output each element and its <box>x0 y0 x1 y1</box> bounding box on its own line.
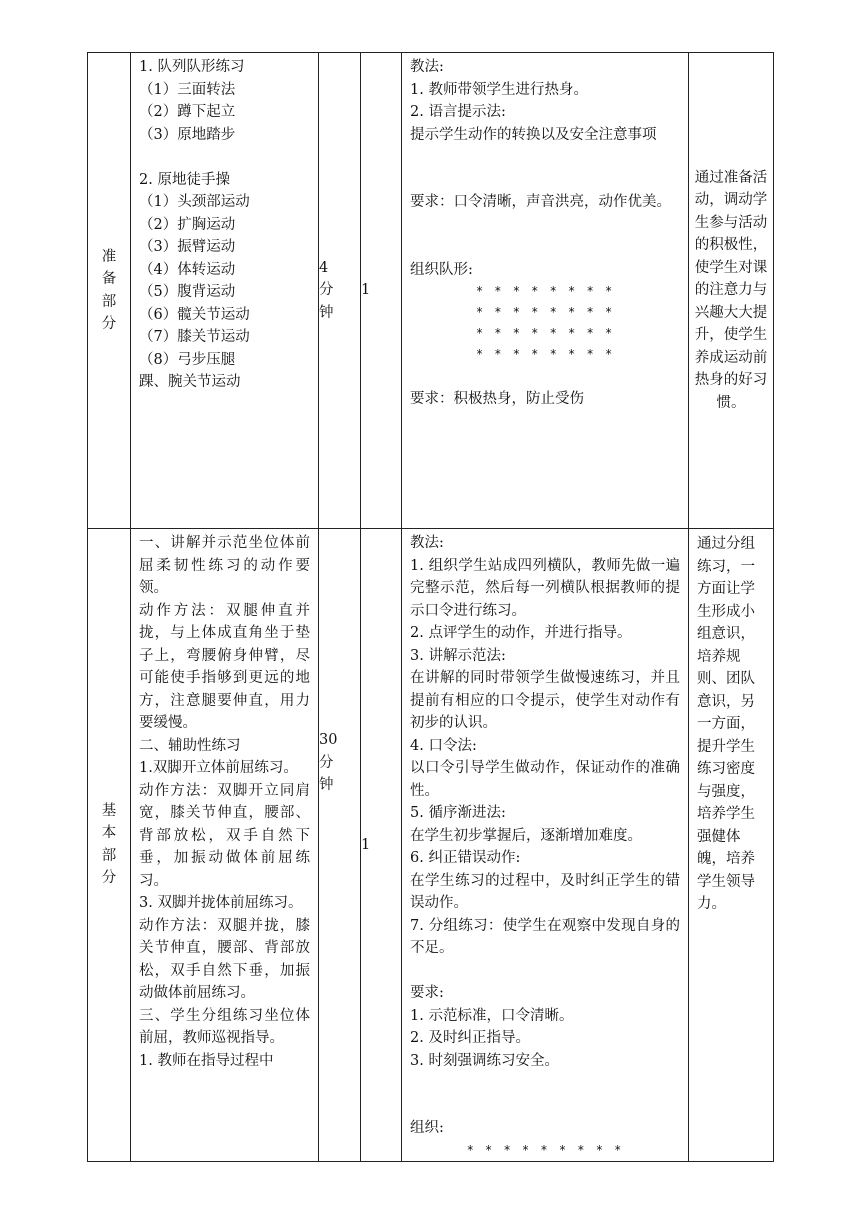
text-line: 在学生练习的过程中，及时纠正学生的错误动作。 <box>410 872 680 911</box>
text-line <box>410 146 680 169</box>
text-line: 要求：积极热身，防止受伤 <box>410 390 584 407</box>
text-line: 教法: <box>410 59 444 75</box>
text-line: 教法: <box>410 535 444 551</box>
text-line: 2. 点评学生的动作，并进行指导。 <box>410 625 632 641</box>
time-cell: 30分钟 <box>319 529 361 1162</box>
text-line: 5. 循序渐进法: <box>410 805 506 821</box>
text-line <box>410 960 680 983</box>
method-cell <box>402 53 689 529</box>
text-line: 2. 及时纠正指导。 <box>410 1030 530 1046</box>
text-line: 组织: <box>410 1120 444 1136</box>
text-line: （1）头颈部运动 <box>139 194 250 210</box>
text-line <box>410 1072 680 1095</box>
text-line: 动作方法：双脚开立同肩宽，膝关节伸直，腰部、背部放松，双手自然下垂，加振动做体前屈练习。 <box>139 782 310 889</box>
section-label: 基本部分 <box>88 529 131 1162</box>
method-cell <box>402 529 689 1162</box>
text-line <box>139 146 310 169</box>
text-line: （7）膝关节运动 <box>139 329 250 345</box>
purpose-cell: 通过分组练习，一方面让学生形成小组意识，培养规则、团队意识，另一方面，提升学生练习密度与强度，培养学生强健体魄，培养学生领导力。 <box>689 529 774 1162</box>
text-line: 动作方法：双腿并拢，膝关节伸直，腰部、背部放松，双手自然下垂，加振动做体前屈练习。 <box>139 917 310 1001</box>
text-line: （2）蹲下起立 <box>139 104 236 120</box>
content-cell <box>131 529 319 1162</box>
text-line <box>410 236 680 259</box>
text-line: 7. 分组练习：使学生在观察中发现自身的不足。 <box>410 917 680 956</box>
text-line: 三、学生分组练习坐位体前屈，教师巡视指导。 <box>139 1007 310 1046</box>
formation-row: * * * * * * * * <box>475 326 615 340</box>
text-line: 要求：口令清晰，声音洪亮，动作优美。 <box>410 194 671 210</box>
text-line: （1）三面转法 <box>139 81 236 98</box>
text-line: 1.双脚开立体前屈练习。 <box>139 760 298 776</box>
text-line: 2. 原地徒手操 <box>139 171 230 188</box>
text-line <box>410 365 680 388</box>
text-line: 3. 讲解示范法: <box>410 647 506 664</box>
text-line: 以口令引导学生做动作，保证动作的准确性。 <box>410 760 680 799</box>
text-line: 6. 纠正错误动作: <box>410 850 521 866</box>
formation-row: * * * * * * * * <box>475 305 615 319</box>
text-line: 动作方法：双腿伸直并拢，与上体成直角坐于垫子上，弯腰俯身伸臂，尽可能使手指够到更远的地方，注意腿要伸直，用力要缓慢。 <box>139 602 310 731</box>
text-line: 3. 时刻强调练习安全。 <box>410 1052 559 1069</box>
text-line: 二、辅助性练习 <box>139 737 241 754</box>
text-line: 提示学生动作的转换以及安全注意事项 <box>410 126 657 143</box>
text-line: 3. 双脚并拢体前屈练习。 <box>139 895 303 911</box>
time-cell: 4分钟 <box>319 53 361 529</box>
text-line: 在讲解的同时带领学生做慢速练习，并且提前有相应的口令提示，使学生对动作有初步的认识。 <box>410 670 680 731</box>
formation-row: * * * * * * * * <box>475 284 615 298</box>
content-cell <box>131 53 319 529</box>
text-line <box>410 214 680 237</box>
count-cell: 1 <box>361 53 402 529</box>
text-line: （4）体转运动 <box>139 261 236 278</box>
text-line: 1. 教师在指导过程中 <box>139 1052 274 1069</box>
lesson-plan-table <box>87 52 774 1162</box>
text-line: 4. 口令法: <box>410 737 477 754</box>
text-line: 踝、腕关节运动 <box>139 374 241 390</box>
table-row <box>88 529 774 1162</box>
text-line: 1. 示范标准，口令清晰。 <box>410 1007 574 1024</box>
purpose-cell: 通过准备活动，调动学生参与活动的积极性，使学生对课的注意力与兴趣大大提升，使学生养成运动前热身的好习惯。 <box>689 53 774 529</box>
text-line: 1. 队列队形练习 <box>139 59 245 75</box>
text-line: （2）扩胸运动 <box>139 216 236 233</box>
text-line: （8）弓步压腿 <box>139 351 236 368</box>
text-line: （3）原地踏步 <box>139 126 236 143</box>
text-line: 1. 组织学生站成四列横队，教师先做一遍完整示范，然后每一列横队根据教师的提示口令进行练习。 <box>410 557 680 619</box>
text-line: （3）振臂运动 <box>139 239 236 255</box>
text-line: 1. 教师带领学生进行热身。 <box>410 81 588 98</box>
text-line: （5）腹背运动 <box>139 284 236 300</box>
text-line: 在学生初步掌握后，逐渐增加难度。 <box>410 827 642 844</box>
text-line: 2. 语言提示法: <box>410 104 506 120</box>
formation-row: * * * * * * * * * <box>466 1142 624 1157</box>
table-row <box>88 53 774 529</box>
count-cell: 1 <box>361 529 402 1162</box>
text-line: （6）髋关节运动 <box>139 306 250 323</box>
formation-row: * * * * * * * * <box>475 347 615 361</box>
text-line: 组织队形: <box>410 261 473 278</box>
text-line: 一、讲解并示范坐位体前屈柔韧性练习的动作要领。 <box>139 535 310 596</box>
section-label: 准备部分 <box>88 53 131 529</box>
text-line <box>410 169 680 192</box>
text-line <box>410 1095 680 1118</box>
text-line: 要求: <box>410 985 444 1001</box>
